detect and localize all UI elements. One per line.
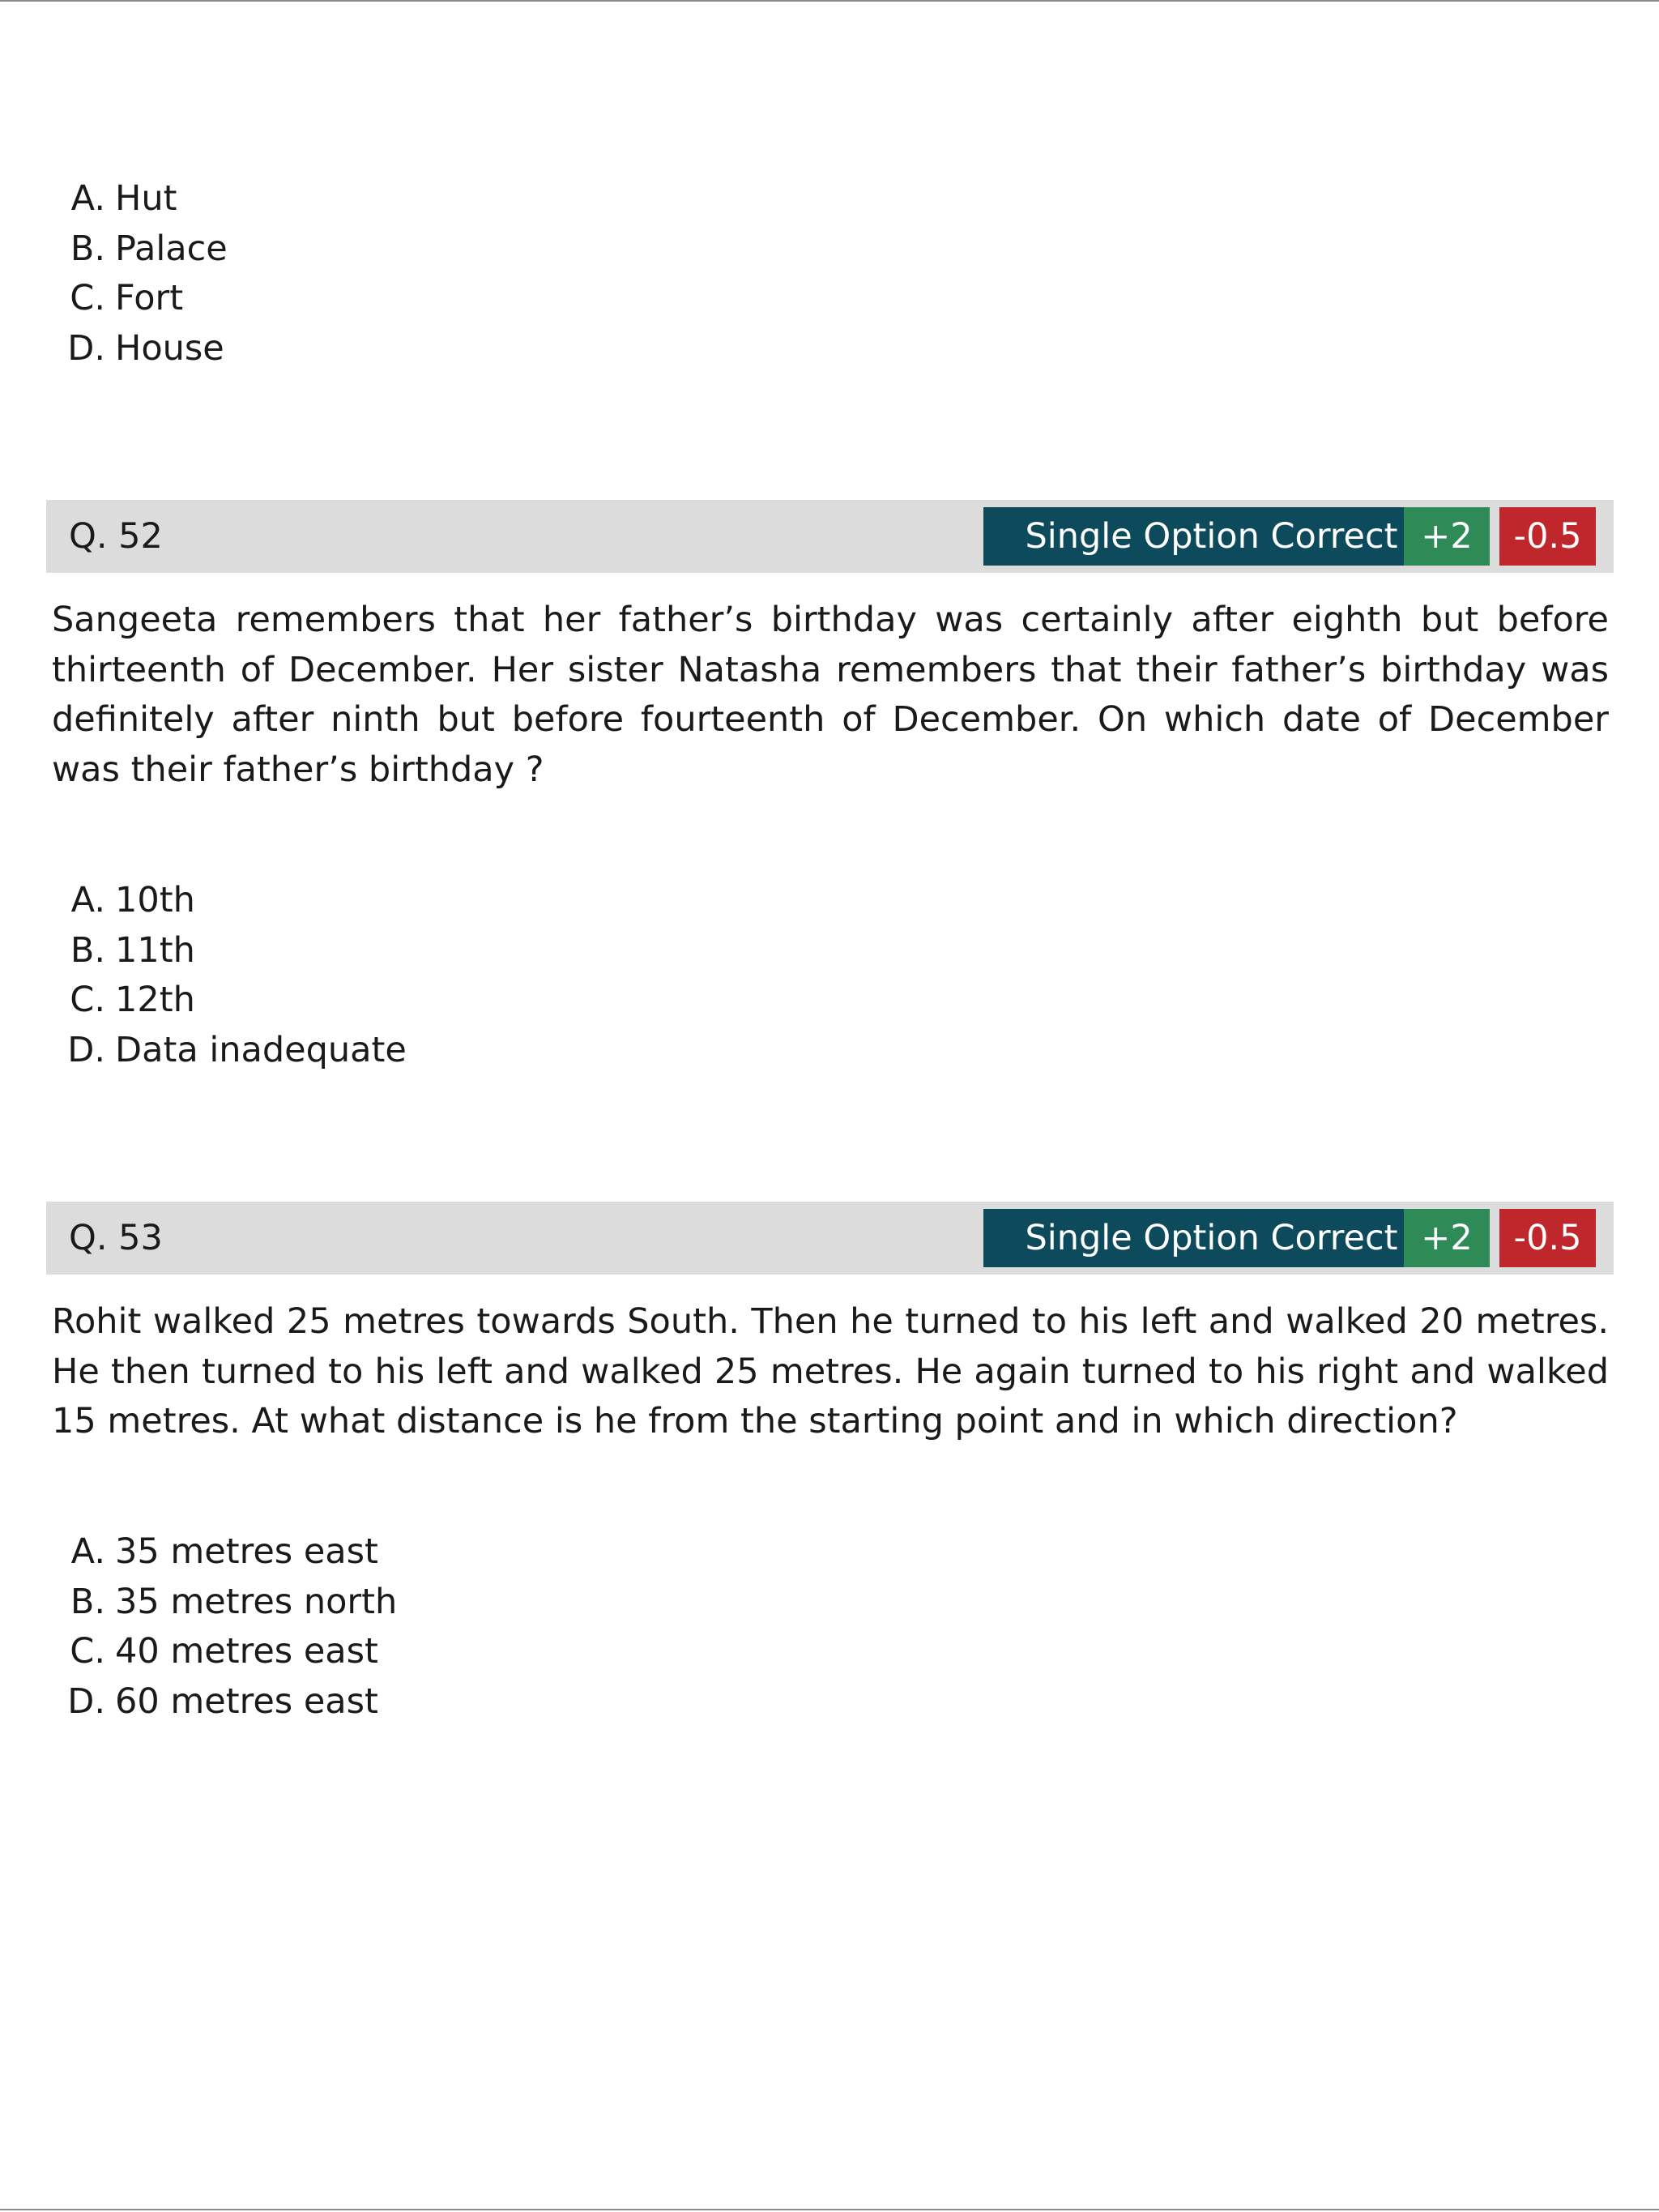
- option-text: 12th: [115, 980, 195, 1020]
- option-d[interactable]: [52, 1026, 407, 1076]
- option-letter: B.: [70, 929, 105, 971]
- question-text-53: Rohit walked 25 metres towards South. Then he turned to his left and walked 20 metres. He then turned to his left and walked 25 metres. He again turned to his right and walked 15 metres. At what distance is he from the starting point and in which direction?: [52, 1301, 1609, 1441]
- previous-question-options: [52, 174, 228, 374]
- option-text: 11th: [115, 929, 195, 971]
- question-options-52: [52, 876, 407, 1075]
- option-letter: B.: [70, 1581, 105, 1622]
- question-number: Q. 52: [69, 516, 163, 557]
- option-letter: A.: [70, 178, 105, 219]
- option-a[interactable]: [52, 174, 228, 224]
- question-text-52: Sangeeta remembers that her father’s birthday was certainly after eighth but before thirteenth of December. Her sister Natasha remembers that their father’s birthday was definitely after ninth but before fourteenth of December. On which date of December was their father’s birthday ?: [52, 600, 1609, 790]
- positive-marks-badge: +2: [1404, 507, 1490, 566]
- page-bottom-border: [0, 2209, 1659, 2210]
- option-letter: C.: [70, 1631, 105, 1672]
- option-text: 35 metres east: [115, 1531, 378, 1572]
- option-b[interactable]: [52, 926, 407, 976]
- question-header-53: [46, 1202, 1614, 1275]
- option-c[interactable]: [52, 1627, 397, 1677]
- option-letter: D.: [67, 1029, 105, 1070]
- question-type-badge: Single Option Correct: [983, 507, 1439, 566]
- negative-marks-badge: -0.5: [1499, 1209, 1596, 1267]
- option-letter: A.: [70, 1531, 105, 1572]
- option-text: House: [115, 327, 224, 369]
- option-c[interactable]: [52, 274, 228, 324]
- positive-marks-badge: +2: [1404, 1209, 1490, 1267]
- option-letter: C.: [70, 278, 105, 318]
- option-letter: D.: [67, 1680, 105, 1722]
- option-d[interactable]: [52, 1677, 397, 1727]
- option-b[interactable]: [52, 224, 228, 275]
- question-number: Q. 53: [69, 1218, 163, 1258]
- option-text: Fort: [115, 278, 184, 318]
- option-letter: D.: [67, 327, 105, 369]
- option-b[interactable]: [52, 1578, 397, 1628]
- page-top-border: [0, 0, 1659, 2]
- option-text: 35 metres north: [115, 1581, 398, 1622]
- option-text: 40 metres east: [115, 1631, 378, 1672]
- option-a[interactable]: [52, 1527, 397, 1578]
- option-d[interactable]: [52, 324, 228, 374]
- option-a[interactable]: [52, 876, 407, 926]
- question-header-52: [46, 500, 1614, 573]
- option-text: Hut: [115, 178, 177, 219]
- option-text: 10th: [115, 880, 195, 920]
- question-options-53: [52, 1527, 397, 1727]
- option-text: Palace: [115, 228, 228, 269]
- option-text: Data inadequate: [115, 1029, 407, 1070]
- option-letter: A.: [70, 880, 105, 920]
- negative-marks-badge: -0.5: [1499, 507, 1596, 566]
- question-type-badge: Single Option Correct: [983, 1209, 1439, 1267]
- option-text: 60 metres east: [115, 1680, 378, 1722]
- option-letter: B.: [70, 228, 105, 269]
- option-c[interactable]: [52, 976, 407, 1026]
- option-letter: C.: [70, 980, 105, 1020]
